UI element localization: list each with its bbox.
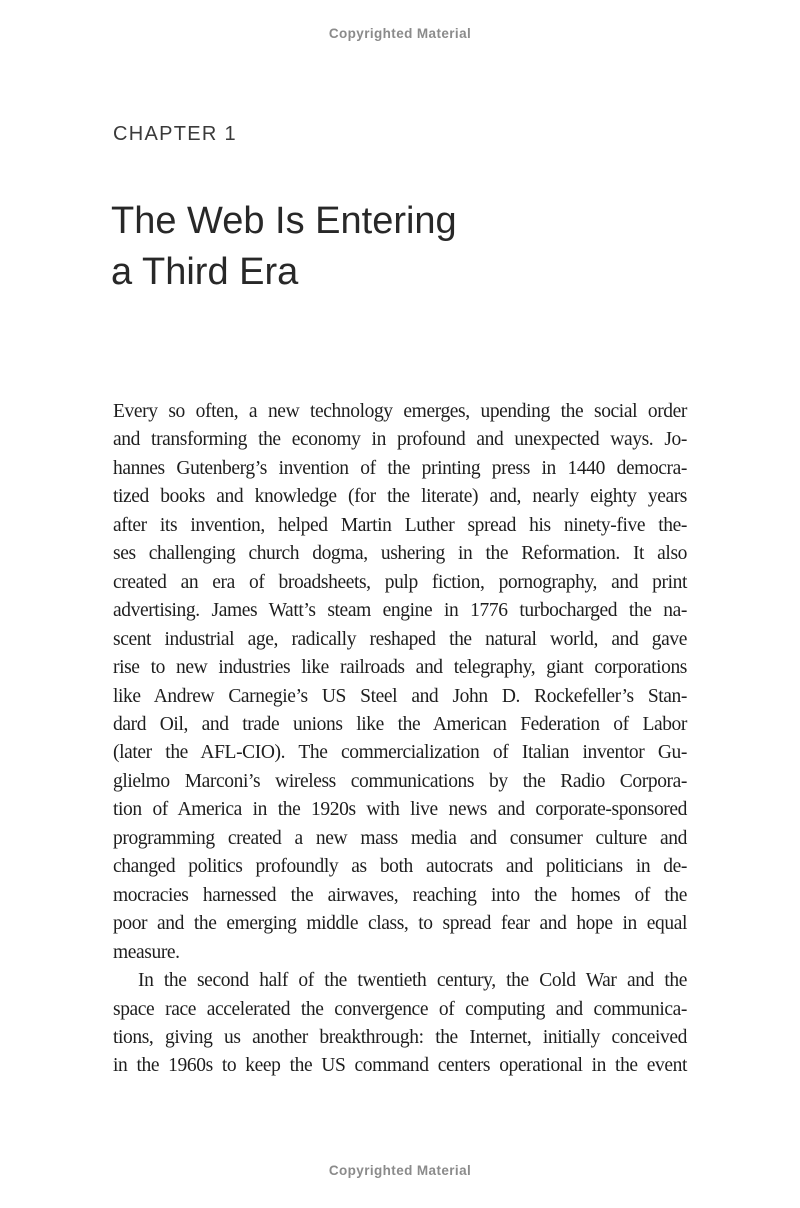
chapter-title-line-2: a Third Era [111, 251, 299, 293]
body-paragraph [113, 398, 687, 967]
body-line: glielmo Marconi’s wireless communications by the Radio Corpora- [113, 770, 687, 792]
copyright-notice-top: Copyrighted Material [328, 26, 472, 41]
body-line: in the 1960s to keep the US command centers operational in the event [113, 1055, 687, 1077]
body-line: and transforming the economy in profound and unexpected ways. Jo- [113, 429, 687, 451]
body-line: created an era of broadsheets, pulp fiction, pornography, and print [113, 571, 687, 593]
body-line: like Andrew Carnegie’s US Steel and John D. Rockefeller’s Stan- [113, 685, 687, 707]
body-line: (later the AFL-CIO). The commercialization of Italian inventor Gu- [113, 742, 687, 764]
body-line: In the second half of the twentieth century, the Cold War and the [138, 970, 687, 992]
body-line: measure. [113, 941, 180, 963]
body-line: ses challenging church dogma, ushering in the Reformation. It also [113, 543, 687, 565]
body-line: hannes Gutenberg’s invention of the printing press in 1440 democra- [113, 457, 687, 479]
body-line: dard Oil, and trade unions like the American Federation of Labor [113, 713, 687, 735]
body-line: Every so often, a new technology emerges, upending the social order [113, 401, 687, 422]
body-paragraph [113, 967, 687, 1081]
chapter-title [111, 196, 457, 298]
body-line: scent industrial age, radically reshaped the natural world, and gave [113, 628, 687, 650]
body-line: rise to new industries like railroads and telegraphy, giant corporations [113, 657, 687, 679]
chapter-title-line-1: The Web Is Entering [111, 200, 457, 242]
body-line: mocracies harnessed the airwaves, reaching into the homes of the [113, 884, 687, 906]
body-line: tized books and knowledge (for the literate) and, nearly eighty years [113, 486, 687, 508]
body-line: programming created a new mass media and consumer culture and [113, 827, 687, 849]
body-line: after its invention, helped Martin Luther spread his ninety-five the- [113, 514, 687, 536]
body-line: poor and the emerging middle class, to spread fear and hope in equal [113, 913, 687, 935]
chapter-label: CHAPTER 1 [113, 123, 237, 145]
body-text [113, 398, 687, 1081]
body-line: tion of America in the 1920s with live news and corporate-sponsored [113, 799, 687, 821]
body-line: advertising. James Watt’s steam engine in 1776 turbocharged the na- [113, 600, 687, 622]
copyright-notice-bottom: Copyrighted Material [328, 1163, 472, 1178]
body-line: tions, giving us another breakthrough: the Internet, initially conceived [113, 1026, 687, 1048]
body-line: changed politics profoundly as both autocrats and politicians in de- [113, 856, 687, 878]
body-line: space race accelerated the convergence of computing and communica- [113, 998, 687, 1020]
